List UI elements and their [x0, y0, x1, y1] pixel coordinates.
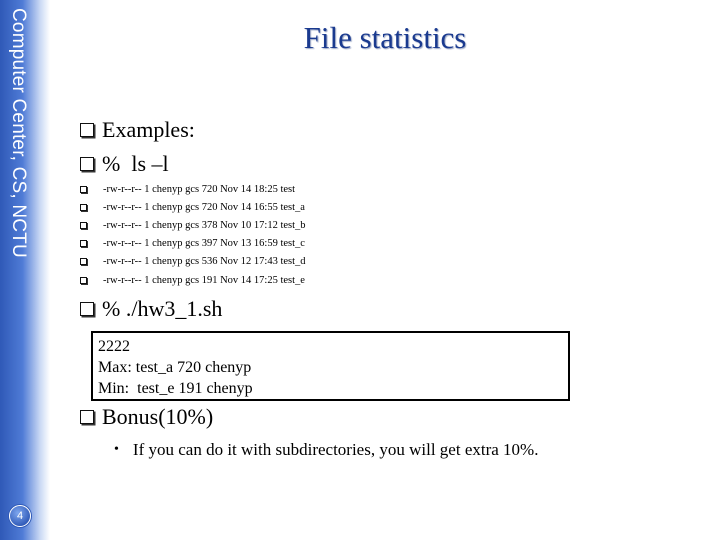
checkbox-bullet-icon	[80, 222, 87, 229]
checkbox-bullet-icon	[80, 123, 94, 137]
bullet-ls-command	[80, 151, 169, 177]
list-item	[80, 253, 306, 271]
listing-line: -rw-r--r-- 1 chenyp gcs 536 Nov 12 17:43 test_d	[103, 256, 306, 268]
output-line: 2222	[98, 338, 130, 355]
checkbox-bullet-icon	[80, 240, 87, 247]
checkbox-bullet-icon	[80, 302, 94, 316]
bullet-bonus	[80, 404, 213, 430]
checkbox-bullet-icon	[80, 186, 87, 193]
sidebar-label: Computer Center, CS, NCTU	[8, 8, 29, 258]
bullet-script-text: % ./hw3_1.sh	[102, 296, 223, 321]
checkbox-bullet-icon	[80, 410, 94, 424]
output-line: Min: test_e 191 chenyp	[98, 380, 253, 397]
sub-bullet	[114, 440, 538, 460]
list-item	[80, 180, 306, 198]
checkbox-bullet-icon	[80, 157, 94, 171]
bullet-examples-text: Examples:	[102, 117, 195, 142]
listing-line: -rw-r--r-- 1 chenyp gcs 397 Nov 13 16:59 test_c	[103, 238, 305, 250]
dot-bullet-icon: •	[114, 442, 119, 457]
script-output-box	[91, 331, 570, 401]
checkbox-bullet-icon	[80, 277, 87, 284]
checkbox-bullet-icon	[80, 204, 87, 211]
page-number: 4	[9, 505, 31, 527]
listing-line: -rw-r--r-- 1 chenyp gcs 720 Nov 14 16:55 test_a	[103, 201, 305, 213]
listing-line: -rw-r--r-- 1 chenyp gcs 378 Nov 10 17:12 test_b	[103, 219, 306, 231]
list-item	[80, 271, 306, 289]
slide-title: File statistics	[303, 20, 467, 55]
bullet-ls-text: % ls –l	[102, 151, 169, 176]
ls-listing	[80, 180, 306, 289]
sub-bullet-text: If you can do it with subdirectories, you will get extra 10%.	[132, 440, 539, 459]
listing-line: -rw-r--r-- 1 chenyp gcs 720 Nov 14 18:25 test	[103, 183, 296, 195]
sidebar	[0, 0, 50, 540]
list-item	[80, 216, 306, 234]
bullet-examples	[80, 117, 195, 143]
bullet-script-command	[80, 296, 222, 322]
listing-line: -rw-r--r-- 1 chenyp gcs 191 Nov 14 17:25 test_e	[103, 274, 305, 286]
list-item	[80, 198, 306, 216]
checkbox-bullet-icon	[80, 258, 87, 265]
bullet-bonus-text: Bonus(10%)	[102, 404, 214, 429]
output-line: Max: test_a 720 chenyp	[98, 359, 252, 376]
list-item	[80, 235, 306, 253]
